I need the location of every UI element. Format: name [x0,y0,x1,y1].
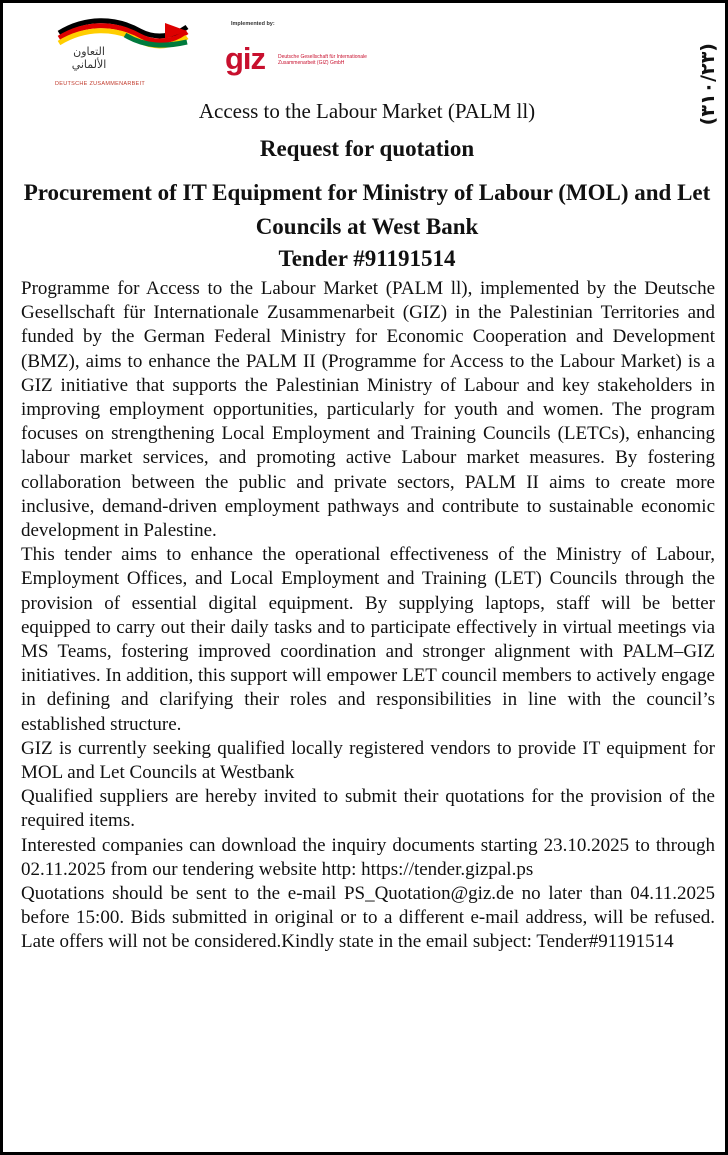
paragraph-invitation: Qualified suppliers are hereby invited to submit their quotations for the provision of the required items. [21,786,715,832]
programme-heading: Access to the Labour Market (PALM ll) [198,99,536,123]
paragraph-submission: Quotations should be sent to the e-mail PS_Quotation@giz.de no later than 04.11.2025 before 15:00. Bids submitted in original or to a different e-mail address, will be refused. Late offers will not be considered.Kindly state in the email subject: Tender#91191514 [21,883,715,953]
procurement-title: Procurement of IT Equipment for Ministry of Labour (MOL) and Let Councils at West Bank [23,180,711,239]
paragraph-programme: Programme for Access to the Labour Market (PALM ll), implemented by the Deutsche Gesellschaft für Internationale Zusammenarbeit (GIZ) in the Palestinian Territories and funded by the German Federal Ministry for Economic Cooperation and Development (BMZ), aims to enhance the PALM II (Programme for Access to the Labour Market) is a GIZ initiative that supports the Palestinian Ministry of Labour and key stakeholders in improving employment opportunities, particularly for youth and women. The program focuses on strengthening Local Employment and Training Councils (LETCs), enhancing labour market services, and promoting active Labour market measures. By fostering collaboration between the public and private sectors, PALM II aims to create more inclusive, demand-driven employment pathways and contribute to sustainable economic development in Palestine. [21,278,715,542]
german-cooperation-logo [55,17,195,95]
paragraph-tender-aim: This tender aims to enhance the operational effectiveness of the Ministry of Labour, Employment Offices, and Local Employment and Training (LET) Councils through the provision of essential digital equipment. By supplying laptops, staff will be better equipped to carry out their daily tasks and to participate effectively in virtual meetings via MS Teams, fostering improved coordination and stronger alignment with PALM–GIZ initiatives. In addition, this support will empower LET council members to actively engage in defining and clarifying their roles and responsibilities in line with the council’s established structure. [21,544,715,735]
giz-description: Deutsche Gesellschaft für Internationale Zusammenarbeit (GIZ) GmbH [278,54,367,66]
cooperation-arabic-text: التعاون الألماني [71,45,107,71]
implemented-by-label: Implemented by: [231,21,275,27]
giz-logo: giz [225,41,266,76]
body-text [21,277,715,955]
paragraph-seeking-vendors: GIZ is currently seeking qualified locally registered vendors to provide IT equipment for MOL and Let Councils at Westbank [21,737,715,784]
request-heading: Request for quotation [259,136,475,161]
tender-number: Tender #91191514 [278,246,456,271]
paragraph-download: Interested companies can download the inquiry documents starting 23.10.2025 to through 02.11.2025 from our tendering website http: https://tender.gizpal.ps [21,834,715,880]
cooperation-german-text: DEUTSCHE ZUSAMMENARBEIT [55,81,146,87]
reference-number: (٣١٠/٢٣) [697,43,719,126]
